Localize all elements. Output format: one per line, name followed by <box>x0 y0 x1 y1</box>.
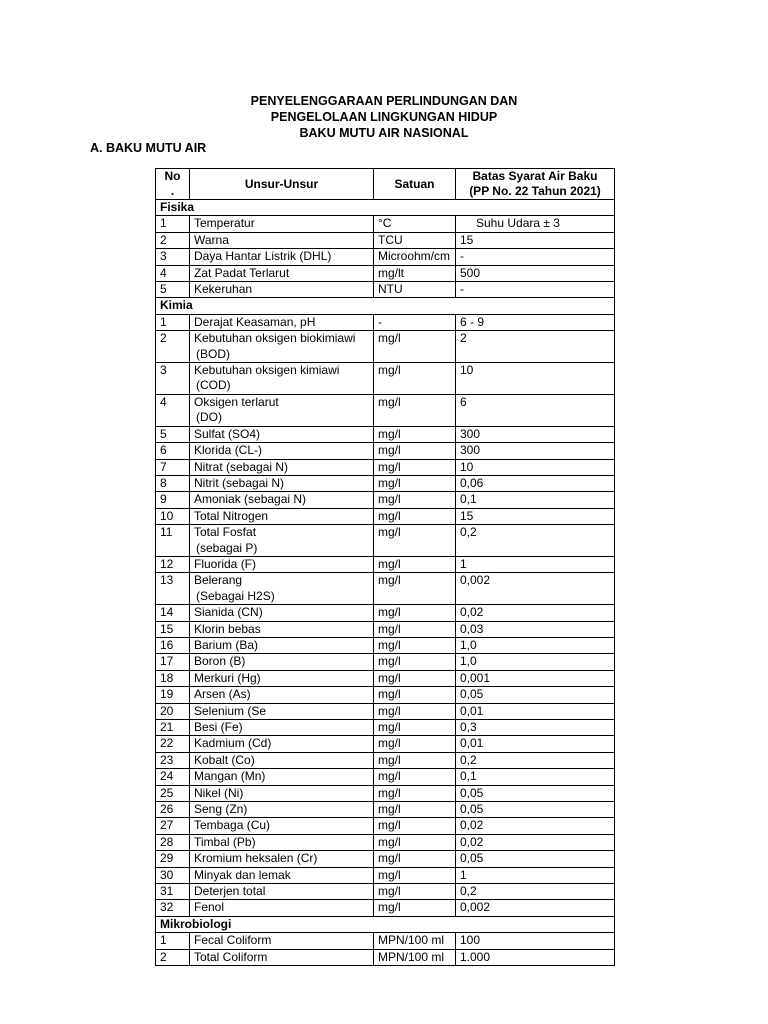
unsur-line: Merkuri (Hg) <box>194 670 261 685</box>
table-row <box>156 443 615 459</box>
cell-satuan: mg/lt <box>374 265 456 281</box>
cell-no: 10 <box>156 508 190 524</box>
baku-mutu-table <box>155 168 615 966</box>
cell-no: 8 <box>156 475 190 491</box>
cell-batas: 0,02 <box>456 605 615 621</box>
cell-satuan: mg/l <box>374 720 456 736</box>
table-row <box>156 492 615 508</box>
unsur-line: Sulfat (SO4) <box>194 426 261 441</box>
unsur-line: Klorida (CL-) <box>194 443 263 458</box>
table-row <box>156 265 615 281</box>
unsur-line: Total Fosfat <box>194 525 257 540</box>
table-row <box>156 475 615 491</box>
unsur-line: Deterjen total <box>194 884 266 899</box>
unsur-line: Selenium (Se <box>194 703 267 718</box>
cell-satuan: Microohm/cm <box>374 249 456 265</box>
table-row <box>156 720 615 736</box>
table-row <box>156 282 615 298</box>
cell-batas: 0,02 <box>456 834 615 850</box>
header-batas-line2: (PP No. 22 Tahun 2021) <box>469 184 601 198</box>
cell-no: 25 <box>156 785 190 801</box>
header-no <box>156 169 190 200</box>
cell-unsur <box>190 525 374 557</box>
cell-satuan: mg/l <box>374 884 456 900</box>
cell-unsur <box>190 492 374 508</box>
unsur-line: Temperatur <box>194 216 255 231</box>
cell-no: 9 <box>156 492 190 508</box>
cell-no: 22 <box>156 736 190 752</box>
cell-batas: 300 <box>456 443 615 459</box>
table-row <box>156 394 615 426</box>
table-row <box>156 900 615 916</box>
cell-batas: 0,002 <box>456 573 615 605</box>
cell-no: 30 <box>156 867 190 883</box>
cell-unsur <box>190 605 374 621</box>
unsur-line: Arsen (As) <box>194 687 251 702</box>
section-row <box>156 200 615 216</box>
table-row <box>156 785 615 801</box>
cell-satuan: mg/l <box>374 703 456 719</box>
table-row <box>156 802 615 818</box>
cell-unsur <box>190 736 374 752</box>
table-row <box>156 331 615 363</box>
cell-unsur <box>190 818 374 834</box>
cell-satuan: TCU <box>374 232 456 248</box>
cell-unsur <box>190 216 374 232</box>
cell-batas: - <box>456 249 615 265</box>
cell-unsur <box>190 769 374 785</box>
cell-no: 2 <box>156 331 190 363</box>
table-row <box>156 216 615 232</box>
cell-batas: Suhu Udara ± 3 <box>456 216 615 232</box>
cell-unsur <box>190 394 374 426</box>
cell-unsur <box>190 556 374 572</box>
unsur-line: Fecal Coliform <box>194 933 272 948</box>
cell-no: 20 <box>156 703 190 719</box>
cell-no: 24 <box>156 769 190 785</box>
cell-satuan: mg/l <box>374 900 456 916</box>
cell-batas: 0,05 <box>456 687 615 703</box>
cell-batas: 1 <box>456 867 615 883</box>
cell-batas: 10 <box>456 363 615 395</box>
table-row <box>156 637 615 653</box>
cell-batas: - <box>456 282 615 298</box>
cell-unsur <box>190 637 374 653</box>
section-heading: A. BAKU MUTU AIR <box>90 141 207 155</box>
cell-satuan: mg/l <box>374 818 456 834</box>
cell-batas: 0,03 <box>456 621 615 637</box>
unsur-line: Besi (Fe) <box>194 720 243 734</box>
table-row <box>156 314 615 330</box>
cell-satuan: °C <box>374 216 456 232</box>
cell-no: 1 <box>156 933 190 949</box>
cell-no: 16 <box>156 637 190 653</box>
cell-unsur <box>190 331 374 363</box>
unsur-line: Kobalt (Co) <box>194 752 255 767</box>
unsur-line: Tembaga (Cu) <box>194 818 271 833</box>
unsur-line: Fluorida (F) <box>194 556 257 571</box>
unsur-line: (Sebagai H2S) <box>196 588 275 603</box>
table-row <box>156 232 615 248</box>
table-row <box>156 508 615 524</box>
cell-unsur <box>190 508 374 524</box>
cell-unsur <box>190 834 374 850</box>
unsur-line: Minyak dan lemak <box>194 867 291 882</box>
cell-satuan: mg/l <box>374 605 456 621</box>
cell-batas: 100 <box>456 933 615 949</box>
cell-unsur <box>190 443 374 459</box>
cell-satuan: mg/l <box>374 394 456 426</box>
cell-no: 3 <box>156 363 190 395</box>
table-row <box>156 363 615 395</box>
cell-batas: 6 <box>456 394 615 426</box>
cell-unsur <box>190 933 374 949</box>
section-label: Fisika <box>156 200 615 216</box>
cell-unsur <box>190 314 374 330</box>
table-row <box>156 818 615 834</box>
table-row <box>156 834 615 850</box>
cell-unsur <box>190 900 374 916</box>
header-batas-line1: Batas Syarat Air Baku <box>472 169 598 183</box>
cell-batas: 0,3 <box>456 720 615 736</box>
table-row <box>156 556 615 572</box>
cell-satuan: mg/l <box>374 363 456 395</box>
unsur-line: Kebutuhan oksigen biokimiawi <box>194 331 356 346</box>
cell-no: 29 <box>156 851 190 867</box>
cell-satuan: mg/l <box>374 752 456 768</box>
cell-unsur <box>190 232 374 248</box>
cell-satuan: mg/l <box>374 834 456 850</box>
cell-satuan: mg/l <box>374 867 456 883</box>
table-row <box>156 459 615 475</box>
cell-unsur <box>190 785 374 801</box>
table-row <box>156 736 615 752</box>
unsur-line: Barium (Ba) <box>194 637 259 652</box>
cell-satuan: mg/l <box>374 802 456 818</box>
table-row <box>156 703 615 719</box>
cell-satuan: mg/l <box>374 492 456 508</box>
cell-batas: 0,05 <box>456 785 615 801</box>
cell-batas: 15 <box>456 232 615 248</box>
unsur-line: Amoniak (sebagai N) <box>194 492 307 507</box>
cell-satuan: mg/l <box>374 459 456 475</box>
unsur-line: Kadmium (Cd) <box>194 736 272 751</box>
cell-unsur <box>190 265 374 281</box>
cell-satuan: mg/l <box>374 637 456 653</box>
cell-no: 1 <box>156 216 190 232</box>
cell-unsur <box>190 884 374 900</box>
table-row <box>156 605 615 621</box>
unsur-line: (COD) <box>196 378 231 393</box>
cell-satuan: mg/l <box>374 573 456 605</box>
cell-unsur <box>190 249 374 265</box>
cell-batas: 0,01 <box>456 703 615 719</box>
title-line: BAKU MUTU AIR NASIONAL <box>299 126 469 140</box>
cell-unsur <box>190 621 374 637</box>
cell-satuan: mg/l <box>374 654 456 670</box>
table-row <box>156 884 615 900</box>
table-row <box>156 621 615 637</box>
table-row <box>156 752 615 768</box>
cell-no: 13 <box>156 573 190 605</box>
unsur-line: Nikel (Ni) <box>194 785 244 800</box>
unsur-line: Kekeruhan <box>194 282 253 297</box>
table-row <box>156 933 615 949</box>
cell-no: 32 <box>156 900 190 916</box>
cell-no: 11 <box>156 525 190 557</box>
header-no-line2: . <box>170 184 175 198</box>
cell-satuan: mg/l <box>374 670 456 686</box>
cell-no: 7 <box>156 459 190 475</box>
cell-batas: 500 <box>456 265 615 281</box>
cell-batas: 0,05 <box>456 851 615 867</box>
cell-satuan: MPN/100 ml <box>374 949 456 965</box>
cell-no: 2 <box>156 232 190 248</box>
cell-no: 14 <box>156 605 190 621</box>
unsur-line: Timbal (Pb) <box>194 834 256 849</box>
cell-batas: 1.000 <box>456 949 615 965</box>
table-row <box>156 573 615 605</box>
unsur-line: Derajat Keasaman, pH <box>194 314 316 329</box>
cell-batas: 6 - 9 <box>456 314 615 330</box>
unsur-line: Fenol <box>194 900 225 915</box>
header-satuan: Satuan <box>374 169 456 200</box>
cell-batas: 0,02 <box>456 818 615 834</box>
cell-no: 4 <box>156 394 190 426</box>
unsur-line: (sebagai P) <box>196 540 258 555</box>
cell-unsur <box>190 720 374 736</box>
unsur-line: Zat Padat Terlarut <box>194 265 290 280</box>
cell-batas: 15 <box>456 508 615 524</box>
cell-unsur <box>190 282 374 298</box>
cell-batas: 10 <box>456 459 615 475</box>
cell-satuan: mg/l <box>374 475 456 491</box>
cell-no: 18 <box>156 670 190 686</box>
cell-unsur <box>190 654 374 670</box>
table-row <box>156 670 615 686</box>
table-row <box>156 851 615 867</box>
unsur-line: Total Coliform <box>194 949 268 964</box>
cell-satuan: mg/l <box>374 556 456 572</box>
cell-unsur <box>190 459 374 475</box>
cell-no: 5 <box>156 426 190 442</box>
unsur-line: Oksigen terlarut <box>194 394 279 409</box>
cell-satuan: mg/l <box>374 736 456 752</box>
table-row <box>156 525 615 557</box>
table-header-row <box>156 169 615 200</box>
unsur-line: (BOD) <box>196 346 230 361</box>
cell-satuan: mg/l <box>374 851 456 867</box>
cell-unsur <box>190 752 374 768</box>
table-row <box>156 949 615 965</box>
header-batas <box>456 169 615 200</box>
cell-batas: 0,2 <box>456 752 615 768</box>
cell-no: 21 <box>156 720 190 736</box>
cell-satuan: mg/l <box>374 426 456 442</box>
table-row <box>156 654 615 670</box>
unsur-line: Total Nitrogen <box>194 508 269 523</box>
cell-no: 4 <box>156 265 190 281</box>
cell-batas: 0,01 <box>456 736 615 752</box>
unsur-line: Nitrat (sebagai N) <box>194 459 289 474</box>
header-unsur: Unsur-Unsur <box>190 169 374 200</box>
cell-batas: 1,0 <box>456 654 615 670</box>
cell-no: 3 <box>156 249 190 265</box>
cell-batas: 300 <box>456 426 615 442</box>
unsur-line: (DO) <box>196 410 222 425</box>
unsur-line: Boron (B) <box>194 654 246 669</box>
cell-batas: 0,06 <box>456 475 615 491</box>
cell-satuan: - <box>374 314 456 330</box>
cell-unsur <box>190 949 374 965</box>
cell-no: 15 <box>156 621 190 637</box>
cell-unsur <box>190 687 374 703</box>
cell-no: 2 <box>156 949 190 965</box>
cell-satuan: mg/l <box>374 621 456 637</box>
unsur-line: Nitrit (sebagai N) <box>194 475 285 490</box>
cell-batas: 0,2 <box>456 884 615 900</box>
cell-no: 19 <box>156 687 190 703</box>
header-no-line1: No <box>164 169 181 183</box>
title-line: PENYELENGGARAAN PERLINDUNGAN DAN <box>250 94 518 108</box>
cell-no: 23 <box>156 752 190 768</box>
unsur-line: Kromium heksalen (Cr) <box>194 851 318 866</box>
cell-satuan: MPN/100 ml <box>374 933 456 949</box>
table-row <box>156 249 615 265</box>
cell-batas: 1,0 <box>456 637 615 653</box>
section-row <box>156 298 615 314</box>
cell-unsur <box>190 851 374 867</box>
cell-satuan: mg/l <box>374 687 456 703</box>
cell-batas: 0,2 <box>456 525 615 557</box>
unsur-line: Klorin bebas <box>194 621 261 636</box>
unsur-line: Mangan (Mn) <box>194 769 266 784</box>
table-row <box>156 687 615 703</box>
cell-satuan: mg/l <box>374 508 456 524</box>
cell-satuan: NTU <box>374 282 456 298</box>
cell-unsur <box>190 363 374 395</box>
unsur-line: Seng (Zn) <box>194 802 248 817</box>
cell-unsur <box>190 426 374 442</box>
table-row <box>156 426 615 442</box>
table-body <box>156 200 615 966</box>
cell-satuan: mg/l <box>374 785 456 801</box>
unsur-line: Sianida (CN) <box>194 605 263 620</box>
cell-batas: 0,1 <box>456 492 615 508</box>
cell-no: 17 <box>156 654 190 670</box>
cell-batas: 0,05 <box>456 802 615 818</box>
cell-unsur <box>190 475 374 491</box>
cell-satuan: mg/l <box>374 525 456 557</box>
unsur-line: Daya Hantar Listrik (DHL) <box>194 249 332 264</box>
cell-satuan: mg/l <box>374 443 456 459</box>
unsur-line: Warna <box>194 232 229 247</box>
cell-no: 27 <box>156 818 190 834</box>
cell-unsur <box>190 573 374 605</box>
cell-unsur <box>190 867 374 883</box>
cell-no: 26 <box>156 802 190 818</box>
cell-satuan: mg/l <box>374 769 456 785</box>
cell-no: 31 <box>156 884 190 900</box>
cell-unsur <box>190 703 374 719</box>
cell-no: 5 <box>156 282 190 298</box>
cell-unsur <box>190 670 374 686</box>
section-row <box>156 916 615 932</box>
table-row <box>156 867 615 883</box>
cell-batas: 0,001 <box>456 670 615 686</box>
cell-batas: 2 <box>456 331 615 363</box>
document-title <box>0 93 768 141</box>
cell-no: 28 <box>156 834 190 850</box>
unsur-line: Belerang <box>194 573 243 588</box>
cell-unsur <box>190 802 374 818</box>
section-label: Kimia <box>156 298 615 314</box>
cell-batas: 1 <box>456 556 615 572</box>
cell-no: 1 <box>156 314 190 330</box>
cell-no: 6 <box>156 443 190 459</box>
cell-no: 12 <box>156 556 190 572</box>
cell-batas: 0,1 <box>456 769 615 785</box>
section-label: Mikrobiologi <box>156 916 615 932</box>
title-line: PENGELOLAAN LINGKUNGAN HIDUP <box>270 110 498 124</box>
cell-satuan: mg/l <box>374 331 456 363</box>
unsur-line: Kebutuhan oksigen kimiawi <box>194 363 340 378</box>
cell-batas: 0,002 <box>456 900 615 916</box>
table-row <box>156 769 615 785</box>
